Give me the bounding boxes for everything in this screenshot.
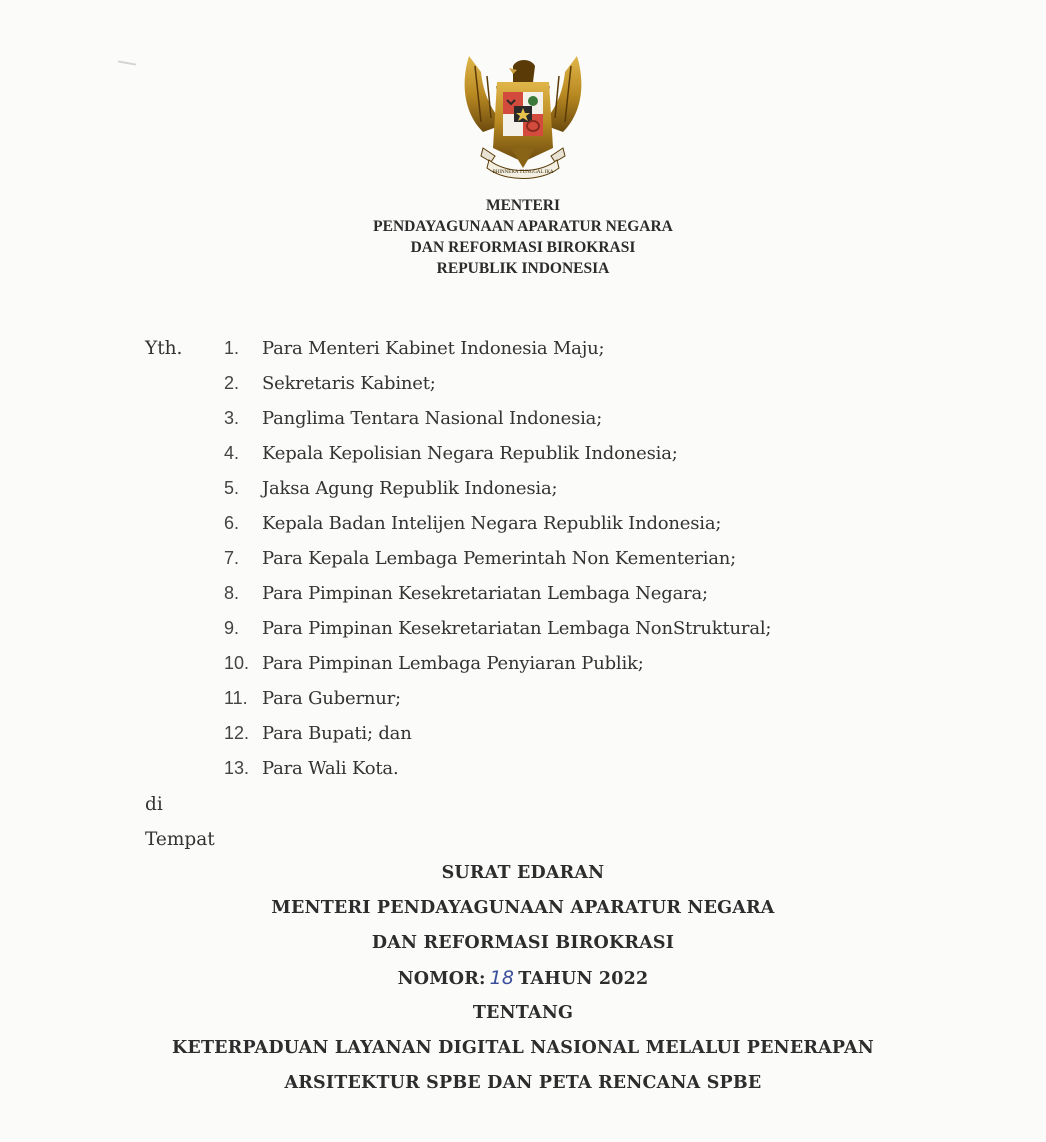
letterhead-line-4: REPUBLIK INDONESIA — [436, 260, 610, 277]
list-item: 11. Para Gubernur; — [224, 688, 401, 709]
letterhead-line-3: DAN REFORMASI BIROKRASI — [410, 239, 636, 256]
location-prefix: di — [145, 794, 163, 815]
circular-type: SURAT EDARAN — [441, 863, 605, 883]
addressee-label: Yth. — [145, 338, 183, 359]
scan-speck — [118, 60, 136, 65]
issuer-line-1: MENTERI PENDAYAGUNAAN APARATUR NEGARA — [271, 898, 775, 918]
list-item: 3. Panglima Tentara Nasional Indonesia; — [224, 408, 603, 429]
location: Tempat — [145, 829, 215, 850]
subject-line-1: KETERPADUAN LAYANAN DIGITAL NASIONAL MELALUI PENERAPAN — [172, 1038, 874, 1058]
list-item: 13. Para Wali Kota. — [224, 758, 399, 779]
about-label: TENTANG — [472, 1003, 574, 1023]
svg-text:BHINNEKA TUNGGAL IKA: BHINNEKA TUNGGAL IKA — [492, 170, 554, 175]
handwritten-number: 18 — [489, 967, 515, 989]
garuda-pancasila-emblem-icon — [461, 52, 585, 186]
list-item: 8. Para Pimpinan Kesekretariatan Lembaga Negara; — [224, 583, 708, 604]
list-item: 7. Para Kepala Lembaga Pemerintah Non Kementerian; — [224, 548, 737, 569]
letterhead-line-1: MENTERI — [485, 197, 561, 214]
list-item: 10. Para Pimpinan Lembaga Penyiaran Publik; — [224, 653, 644, 674]
circular-number — [0, 967, 1046, 989]
subject-line-2: ARSITEKTUR SPBE DAN PETA RENCANA SPBE — [284, 1073, 762, 1093]
list-item: 2. Sekretaris Kabinet; — [224, 373, 436, 394]
number-label: NOMOR: — [397, 969, 486, 989]
list-item: 5. Jaksa Agung Republik Indonesia; — [224, 478, 558, 499]
list-item: 12. Para Bupati; dan — [224, 723, 412, 744]
list-item: 9. Para Pimpinan Kesekretariatan Lembaga NonStruktural; — [224, 618, 772, 639]
year-label: TAHUN 2022 — [518, 969, 649, 989]
list-item: 4. Kepala Kepolisian Negara Republik Indonesia; — [224, 443, 678, 464]
issuer-line-2: DAN REFORMASI BIROKRASI — [371, 933, 675, 953]
letterhead-line-2: PENDAYAGUNAAN APARATUR NEGARA — [373, 218, 673, 235]
list-item: 1. Para Menteri Kabinet Indonesia Maju; — [224, 338, 605, 359]
list-item: 6. Kepala Badan Intelijen Negara Republik Indonesia; — [224, 513, 722, 534]
